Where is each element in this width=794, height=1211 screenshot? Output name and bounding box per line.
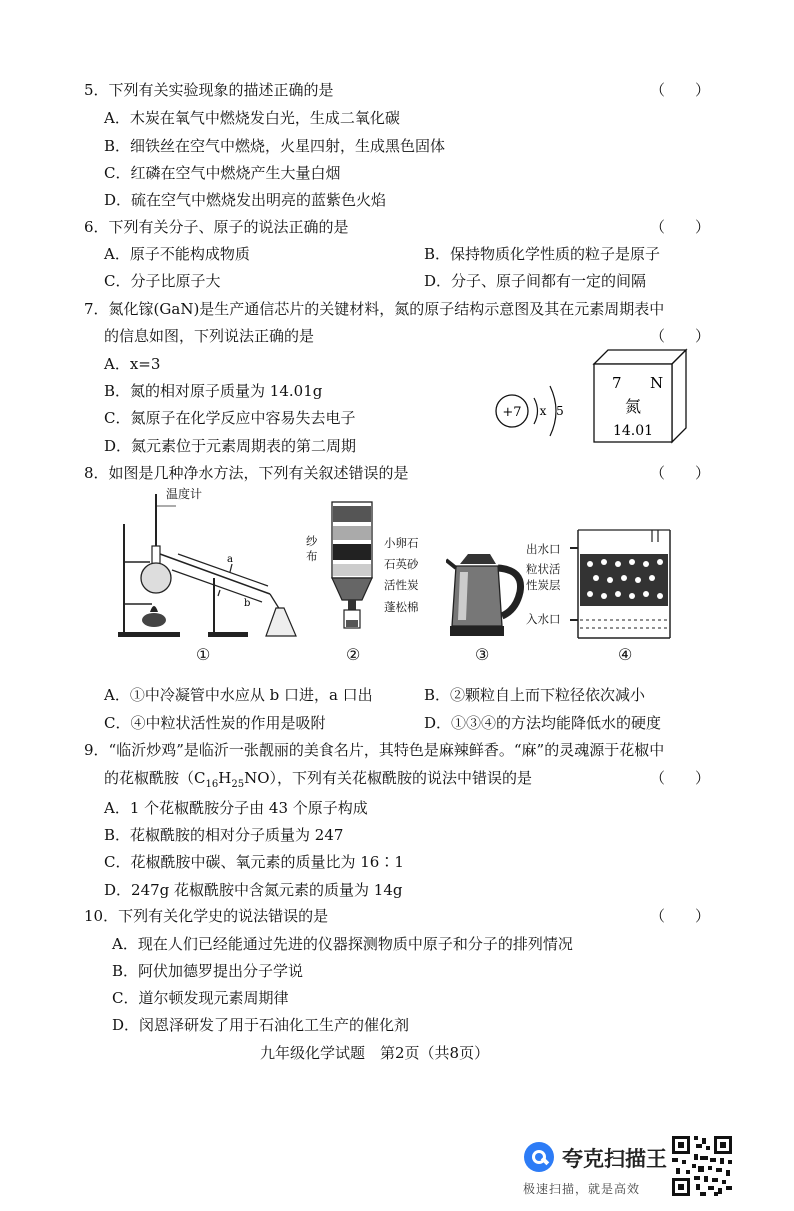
q7-stem-line2: 的信息如图，下列说法正确的是 — [104, 327, 315, 345]
q8-answer-paren: （ ） — [650, 464, 711, 482]
element-symbol: N — [650, 374, 664, 392]
granular-carbon-label-line2: 性炭层 — [526, 578, 561, 592]
q9-stem-line2 — [104, 768, 532, 795]
q10-answer-paren: （ ） — [650, 907, 711, 925]
q10-option-b: B．阿伏加德罗提出分子学说 — [112, 962, 304, 980]
scanner-logo-icon — [522, 1140, 556, 1174]
nitrogen-atom-structure-diagram — [494, 378, 582, 444]
q5-option-a: A．木炭在氧气中燃烧发白光，生成二氧化碳 — [104, 109, 400, 127]
granular-carbon-label-line1: 粒状活 — [526, 562, 561, 576]
qr-code-icon — [670, 1134, 734, 1198]
q8-option-b: B．②颗粒自上而下粒径依次减小 — [424, 686, 646, 704]
nitrogen-periodic-table-cell — [592, 348, 690, 444]
figure-4-number: ④ — [618, 645, 633, 664]
gauze-label-line1: 纱 — [306, 534, 318, 548]
q6-option-a: A．原子不能构成物质 — [104, 245, 250, 263]
q7-answer-paren: （ ） — [650, 327, 711, 345]
condenser-label-b: b — [244, 598, 251, 609]
q10-option-c: C．道尔顿发现元素周期律 — [112, 989, 289, 1007]
q8-option-d: D．①③④的方法均能降低水的硬度 — [424, 714, 662, 732]
q9-option-a: A．1 个花椒酰胺分子由 43 个原子构成 — [104, 799, 368, 817]
atom-inner-shell-electrons: x — [539, 404, 547, 418]
scanner-brand-slogan: 极速扫描，就是高效 — [523, 1182, 641, 1196]
pebble-label: 小卵石 — [384, 536, 419, 550]
scanner-brand-title: 夸克扫描王 — [562, 1147, 667, 1171]
q8-option-c: C．④中粒状活性炭的作用是吸附 — [104, 714, 326, 732]
q6-option-d: D．分子、原子间都有一定的间隔 — [424, 272, 647, 290]
q9-stem-line2-post: ），下列有关花椒酰胺的说法中错误的是 — [269, 769, 533, 787]
quartz-sand-label: 石英砂 — [384, 557, 419, 571]
q7-option-c: C．氮原子在化学反应中容易失去电子 — [104, 409, 356, 427]
q10-option-d: D．闵恩泽研发了用于石油化工生产的催化剂 — [112, 1016, 410, 1034]
q6-stem: 6．下列有关分子、原子的说法正确的是 — [84, 218, 349, 236]
q8-stem: 8．如图是几种净水方法，下列有关叙述错误的是 — [84, 464, 409, 482]
q5-stem: 5．下列有关实验现象的描述正确的是 — [84, 81, 334, 99]
q9-option-c: C．花椒酰胺中碳、氧元素的质量比为 16∶1 — [104, 853, 404, 871]
q9-stem-line1: 9．“临沂炒鸡”是临沂一张靓丽的美食名片，其特色是麻辣鲜香。“麻”的灵魂源于花椒中 — [84, 741, 665, 759]
page-footer: 九年级化学试题 第2页（共8页） — [260, 1044, 490, 1062]
q7-option-b: B．氮的相对原子质量为 14.01g — [104, 382, 323, 400]
electric-kettle-figure — [446, 550, 528, 640]
q5-option-d: D．硫在空气中燃烧发出明亮的蓝紫色火焰 — [104, 191, 387, 209]
q6-option-b: B．保持物质化学性质的粒子是原子 — [424, 245, 661, 263]
water-outlet-label: 出水口 — [526, 542, 561, 556]
atom-outer-shell-electrons: 5 — [556, 404, 564, 418]
q9-option-b: B．花椒酰胺的相对分子质量为 247 — [104, 826, 344, 844]
q9-stem-line2-pre: 的花椒酰胺（ — [104, 769, 195, 787]
q7-stem-line1: 7．氮化镓(GaN)是生产通信芯片的关键材料，氮的原子结构示意图及其在元素周期表中 — [84, 300, 665, 318]
q10-stem: 10．下列有关化学史的说法错误的是 — [84, 907, 329, 925]
cotton-label: 蓬松棉 — [384, 600, 419, 614]
activated-carbon-label: 活性炭 — [384, 578, 419, 592]
figure-2-number: ② — [346, 645, 361, 664]
atom-nucleus-charge: +7 — [502, 405, 522, 420]
water-inlet-label: 入水口 — [526, 612, 561, 626]
chemical-formula: $C_{16}H_{25}NO$ — [194, 769, 270, 790]
distillation-apparatus-figure — [110, 492, 306, 642]
q7-option-d: D．氮元素位于元素周期表的第二周期 — [104, 437, 357, 455]
figure-1-number: ① — [196, 645, 211, 664]
q9-option-d: D．247g 花椒酰胺中含氮元素的质量为 14g — [104, 881, 403, 899]
q7-option-a: A．x=3 — [104, 355, 161, 373]
q6-answer-paren: （ ） — [650, 218, 711, 236]
simple-water-filter-figure — [326, 500, 380, 640]
q6-option-c: C．分子比原子大 — [104, 272, 221, 290]
q5-option-c: C．红磷在空气中燃烧产生大量白烟 — [104, 164, 341, 182]
condenser-label-a: a — [227, 554, 233, 565]
gauze-label-line2: 布 — [306, 549, 318, 563]
figure-3-number: ③ — [475, 645, 490, 664]
thermometer-label: 温度计 — [166, 487, 203, 501]
element-atomic-number: 7 — [612, 374, 622, 392]
carbon-water-purifier-figure — [570, 528, 682, 642]
q10-option-a: A．现在人们已经能通过先进的仪器探测物质中原子和分子的排列情况 — [112, 935, 573, 953]
q5-option-b: B．细铁丝在空气中燃烧，火星四射，生成黑色固体 — [104, 137, 446, 155]
element-atomic-mass: 14.01 — [612, 423, 654, 439]
q8-option-a: A．①中冷凝管中水应从 b 口进，a 口出 — [104, 686, 373, 704]
q5-answer-paren: （ ） — [650, 81, 711, 99]
element-name: 氮 — [624, 397, 642, 416]
q9-answer-paren: （ ） — [650, 769, 711, 787]
